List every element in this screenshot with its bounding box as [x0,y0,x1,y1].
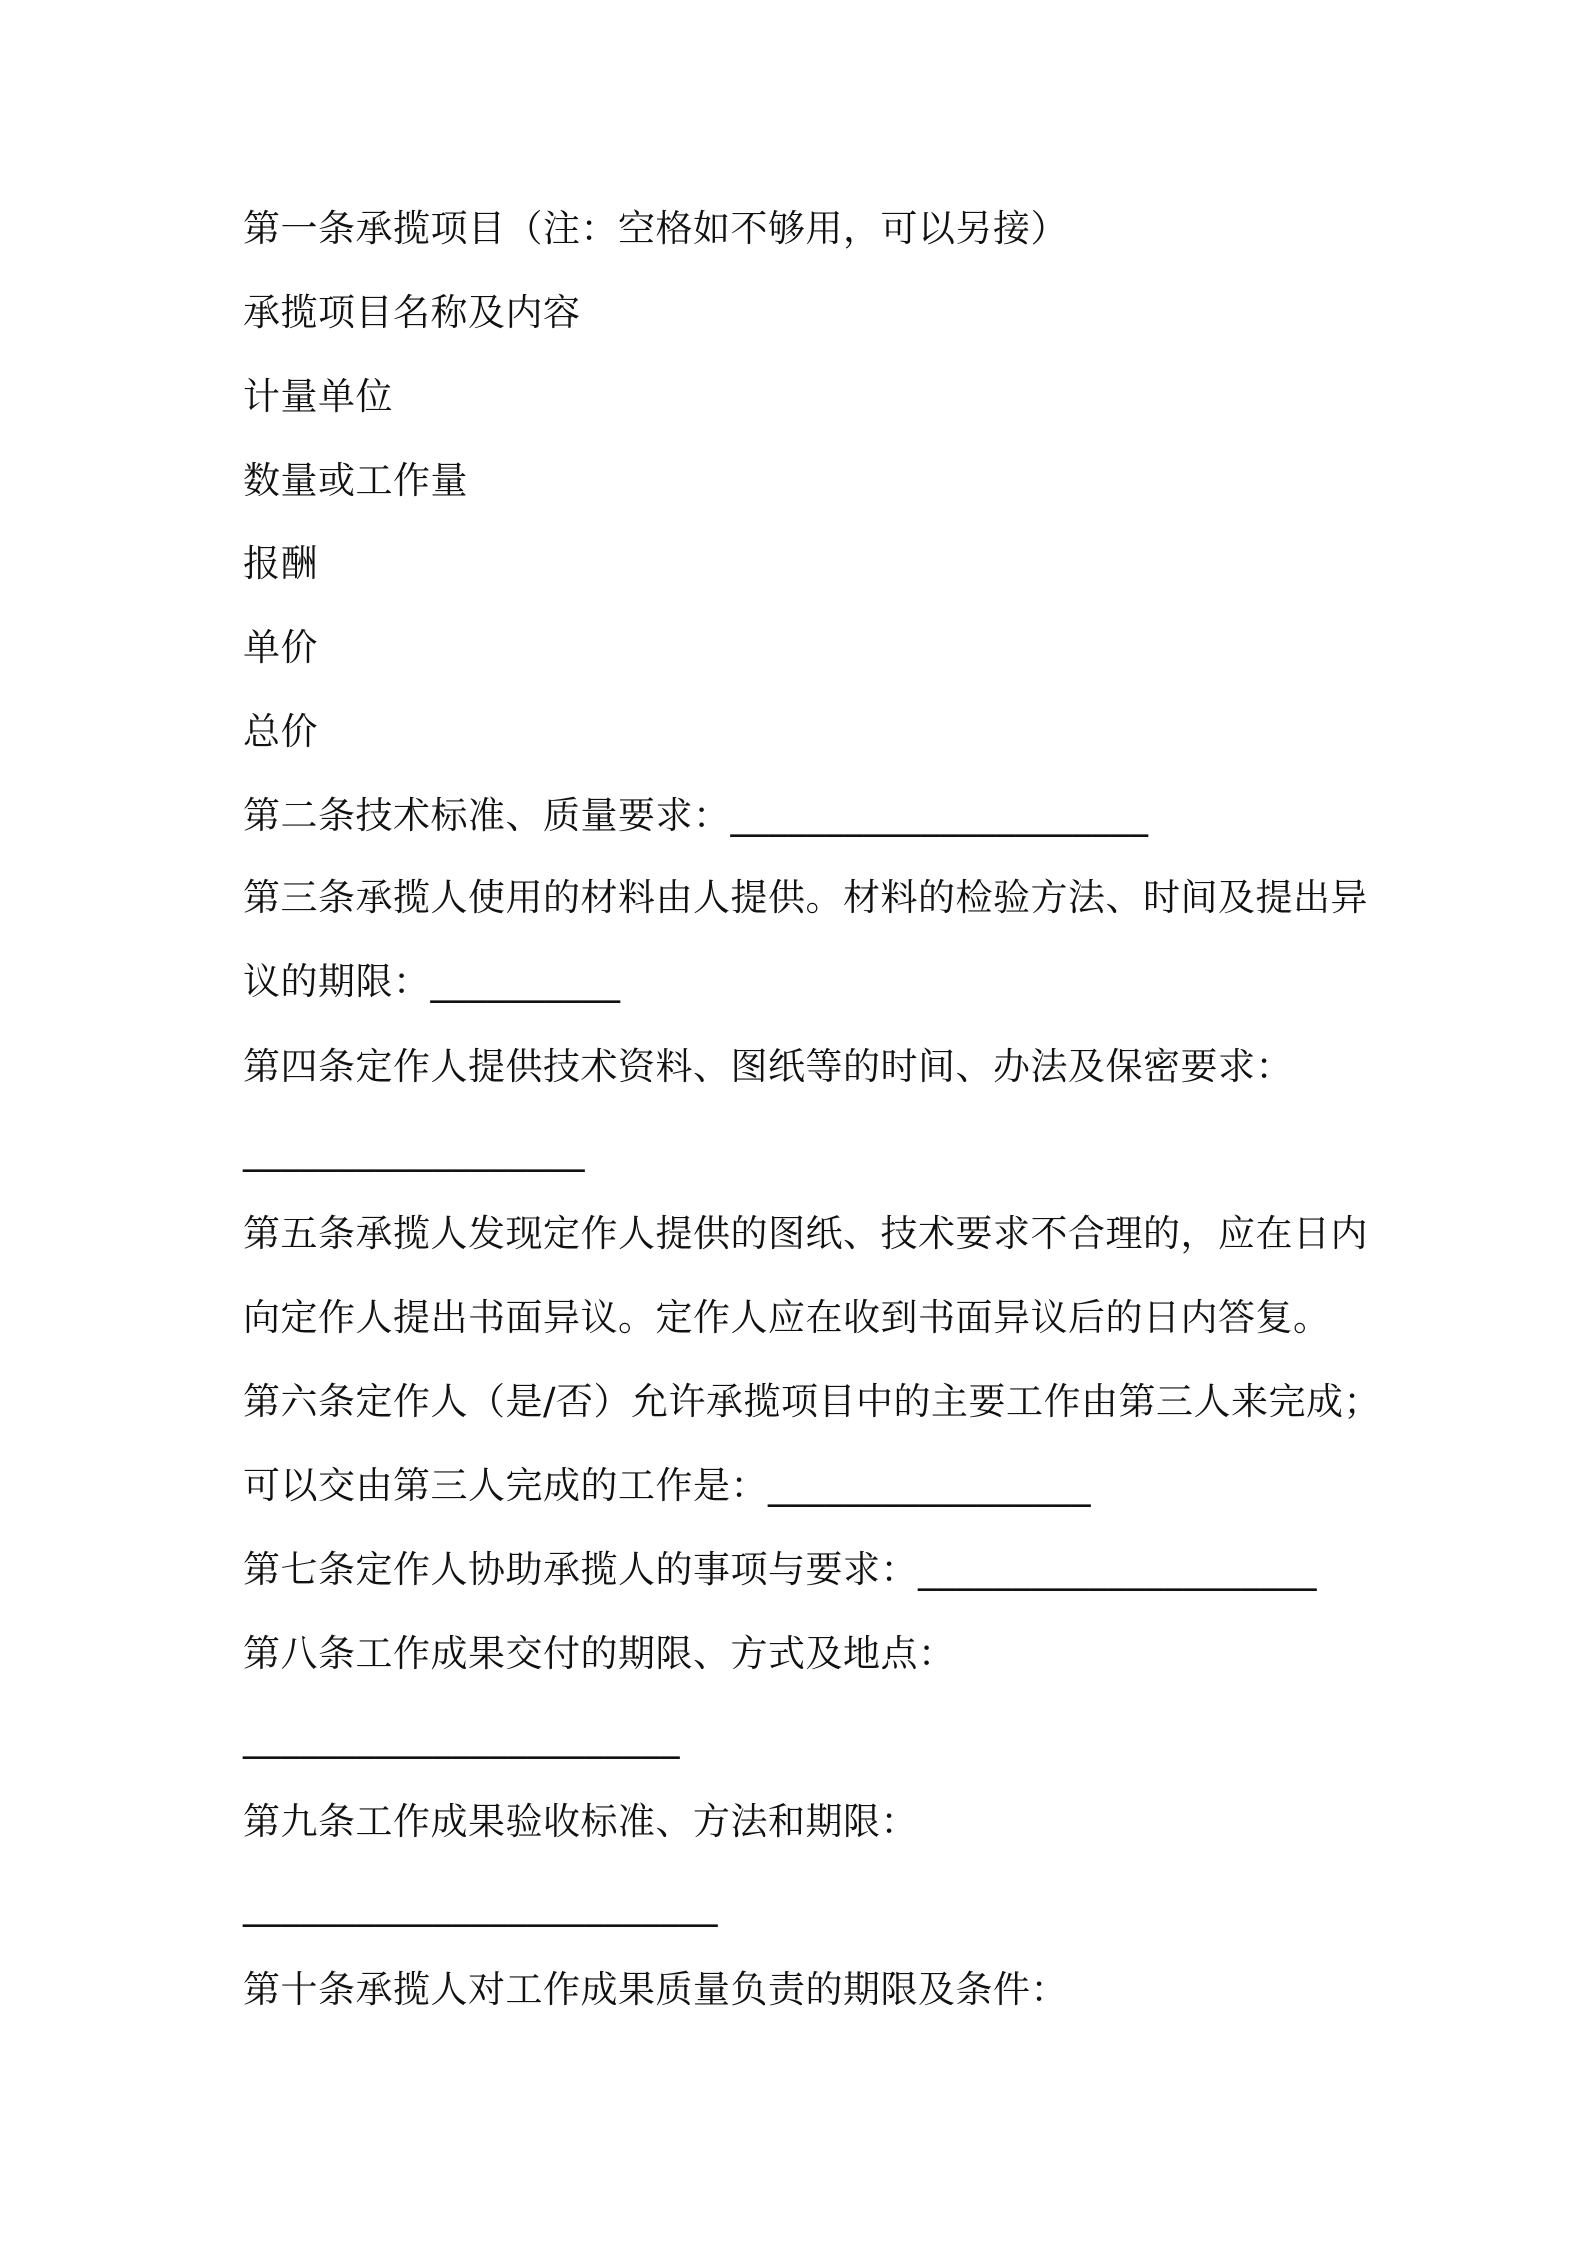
clause-6-line-2: 可以交由第三人完成的工作是：_________________ [243,1464,1091,1507]
quantity-label: 数量或工作量 [243,459,468,502]
clause-4: 第四条定作人提供技术资料、图纸等的时间、办法及保密要求： [243,1045,1293,1088]
clause-5-line-2: 向定作人提出书面异议。定作人应在收到书面异议后的日内答复。 [243,1296,1331,1339]
clause-2: 第二条技术标准、质量要求：______________________ [243,794,1149,837]
clause-3-line-1: 第三条承揽人使用的材料由人提供。材料的检验方法、时间及提出异 [243,876,1368,919]
clause-8: 第八条工作成果交付的期限、方式及地点： [243,1632,956,1675]
total-price-label: 总价 [243,710,318,753]
clause-5-line-1: 第五条承揽人发现定作人提供的图纸、技术要求不合理的，应在日内 [243,1212,1368,1255]
clause-9-blank: _________________________ [243,1884,718,1927]
clause-9: 第九条工作成果验收标准、方法和期限： [243,1800,918,1843]
remuneration-label: 报酬 [243,542,318,585]
item-name-content-label: 承揽项目名称及内容 [243,291,581,334]
clause-6-line-1: 第六条定作人（是/否）允许承揽项目中的主要工作由第三人来完成； [243,1380,1381,1423]
unit-of-measure-label: 计量单位 [243,375,393,418]
clause-1-heading: 第一条承揽项目（注：空格如不够用，可以另接） [243,207,1068,250]
unit-price-label: 单价 [243,626,318,669]
clause-8-blank: _______________________ [243,1716,680,1759]
clause-3-line-2: 议的期限：__________ [243,960,621,1003]
clause-4-blank: __________________ [243,1129,585,1172]
clause-10: 第十条承揽人对工作成果质量负责的期限及条件： [243,1968,1068,2011]
clause-7: 第七条定作人协助承揽人的事项与要求：_____________________ [243,1548,1317,1591]
